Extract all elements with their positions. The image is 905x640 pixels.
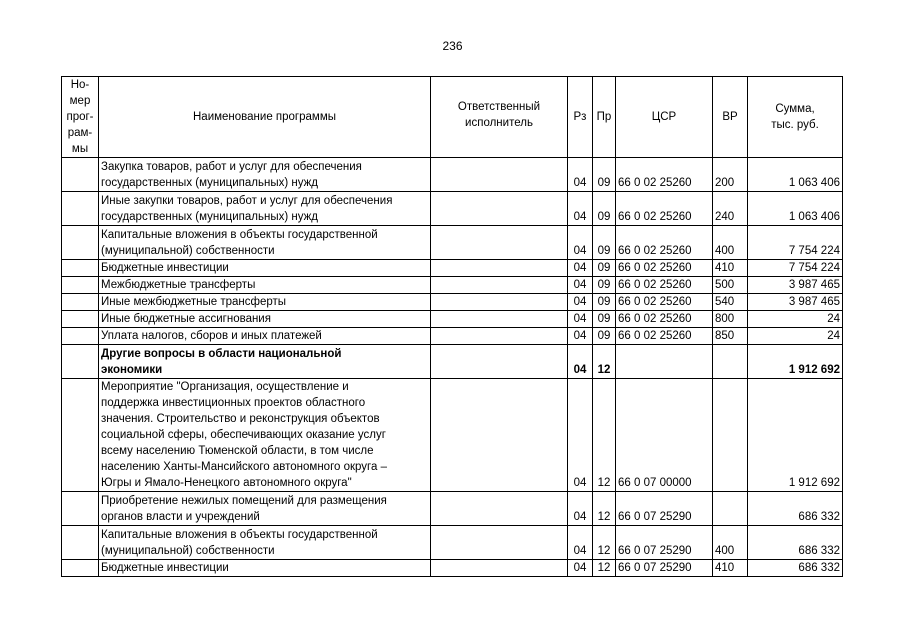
program-name-line: Иные закупки товаров, работ и услуг для обеспечения [101, 195, 393, 207]
cell-pr: 12 [593, 526, 616, 560]
cell-program-name [99, 345, 431, 379]
cell-csr: 66 0 07 00000 [616, 379, 713, 492]
cell-program-name [99, 379, 431, 492]
cell-program-number [62, 226, 99, 260]
cell-csr: 66 0 02 25260 [616, 192, 713, 226]
header-vr: ВР [713, 77, 748, 158]
cell-csr: 66 0 02 25260 [616, 158, 713, 192]
table-row [62, 294, 843, 311]
table-row [62, 328, 843, 345]
cell-vr: 540 [713, 294, 748, 311]
cell-program-name [99, 277, 431, 294]
cell-responsible [431, 328, 568, 345]
cell-rz: 04 [568, 277, 593, 294]
program-name-line: Закупка товаров, работ и услуг для обеспечения [101, 161, 362, 173]
cell-program-number [62, 260, 99, 277]
cell-responsible [431, 260, 568, 277]
cell-sum: 1 912 692 [748, 379, 843, 492]
cell-sum: 686 332 [748, 492, 843, 526]
cell-pr: 09 [593, 158, 616, 192]
budget-table [61, 76, 843, 577]
cell-program-name [99, 492, 431, 526]
table-row [62, 260, 843, 277]
cell-program-number [62, 158, 99, 192]
program-name-line: Мероприятие "Организация, осуществление и [101, 381, 349, 393]
header-program-name: Наименование программы [99, 77, 431, 158]
cell-responsible [431, 277, 568, 294]
cell-program-number [62, 560, 99, 577]
cell-pr: 09 [593, 277, 616, 294]
program-name-line: Другие вопросы в области национальной [101, 348, 342, 360]
cell-csr: 66 0 07 25290 [616, 526, 713, 560]
program-name-line: Приобретение нежилых помещений для размещения [101, 495, 387, 507]
cell-vr: 410 [713, 560, 748, 577]
program-name-line: (муниципальной) собственности [101, 245, 275, 257]
table-row [62, 526, 843, 560]
cell-program-number [62, 192, 99, 226]
program-name-line: государственных (муниципальных) нужд [101, 177, 319, 189]
header-row [62, 77, 843, 158]
cell-responsible [431, 311, 568, 328]
cell-program-name [99, 560, 431, 577]
cell-pr: 09 [593, 311, 616, 328]
cell-rz: 04 [568, 158, 593, 192]
cell-sum: 24 [748, 328, 843, 345]
table-row [62, 492, 843, 526]
cell-rz: 04 [568, 560, 593, 577]
cell-responsible [431, 192, 568, 226]
cell-sum: 686 332 [748, 526, 843, 560]
cell-program-name [99, 311, 431, 328]
cell-vr: 800 [713, 311, 748, 328]
cell-program-name [99, 260, 431, 277]
table-row [62, 311, 843, 328]
cell-program-number [62, 328, 99, 345]
cell-csr: 66 0 02 25260 [616, 277, 713, 294]
cell-csr: 66 0 02 25260 [616, 294, 713, 311]
cell-rz: 04 [568, 226, 593, 260]
cell-pr: 12 [593, 560, 616, 577]
cell-pr: 09 [593, 192, 616, 226]
program-name-line: органов власти и учреждений [101, 511, 260, 523]
cell-sum: 1 063 406 [748, 158, 843, 192]
program-name-line: Капитальные вложения в объекты государственной [101, 529, 378, 541]
table-row [62, 158, 843, 192]
table-row [62, 192, 843, 226]
cell-vr [713, 379, 748, 492]
cell-vr: 400 [713, 526, 748, 560]
program-name-line: поддержка инвестиционных проектов областного [101, 397, 366, 409]
cell-vr: 200 [713, 158, 748, 192]
cell-program-number [62, 379, 99, 492]
cell-csr: 66 0 02 25260 [616, 226, 713, 260]
header-responsible: Ответственный исполнитель [431, 77, 568, 158]
cell-program-name [99, 328, 431, 345]
cell-program-name [99, 526, 431, 560]
cell-program-name [99, 192, 431, 226]
cell-csr: 66 0 07 25290 [616, 492, 713, 526]
cell-sum: 3 987 465 [748, 277, 843, 294]
cell-rz: 04 [568, 294, 593, 311]
cell-program-number [62, 526, 99, 560]
cell-vr [713, 492, 748, 526]
program-name-line: всему населению Тюменской области, в том числе [101, 445, 374, 457]
cell-program-number [62, 277, 99, 294]
cell-program-name [99, 226, 431, 260]
cell-sum: 24 [748, 311, 843, 328]
header-program-number: Но- мер прог- рам- мы [62, 77, 99, 158]
cell-sum: 1 912 692 [748, 345, 843, 379]
program-name-line: Иные бюджетные ассигнования [101, 313, 271, 325]
program-name-line: значения. Строительство и реконструкция объектов [101, 413, 380, 425]
table-row [62, 277, 843, 294]
header-pr: Пр [593, 77, 616, 158]
table-row [62, 226, 843, 260]
cell-csr: 66 0 02 25260 [616, 260, 713, 277]
header-sum: Сумма, тыс. руб. [748, 77, 843, 158]
program-name-line: Уплата налогов, сборов и иных платежей [101, 330, 322, 342]
cell-responsible [431, 379, 568, 492]
program-name-line: (муниципальной) собственности [101, 545, 275, 557]
cell-pr: 12 [593, 379, 616, 492]
table-body [62, 158, 843, 577]
cell-program-name [99, 294, 431, 311]
cell-sum: 686 332 [748, 560, 843, 577]
cell-rz: 04 [568, 311, 593, 328]
cell-rz: 04 [568, 192, 593, 226]
program-name-line: Капитальные вложения в объекты государственной [101, 229, 378, 241]
cell-sum: 7 754 224 [748, 260, 843, 277]
program-name-line: Бюджетные инвестиции [101, 262, 229, 274]
program-name-line: Иные межбюджетные трансферты [101, 296, 287, 308]
cell-program-number [62, 311, 99, 328]
cell-responsible [431, 158, 568, 192]
cell-csr [616, 345, 713, 379]
program-name-line: социальной сферы, обеспечивающих оказание услуг [101, 429, 386, 441]
table-row [62, 379, 843, 492]
cell-pr: 09 [593, 226, 616, 260]
cell-program-name [99, 158, 431, 192]
cell-csr: 66 0 07 25290 [616, 560, 713, 577]
cell-rz: 04 [568, 526, 593, 560]
table-row [62, 560, 843, 577]
cell-vr: 850 [713, 328, 748, 345]
cell-pr: 09 [593, 328, 616, 345]
cell-rz: 04 [568, 492, 593, 526]
program-name-line: населению Ханты-Мансийского автономного округа – [101, 461, 387, 473]
cell-pr: 09 [593, 260, 616, 277]
cell-csr: 66 0 02 25260 [616, 311, 713, 328]
cell-csr: 66 0 02 25260 [616, 328, 713, 345]
cell-responsible [431, 492, 568, 526]
cell-program-number [62, 345, 99, 379]
cell-responsible [431, 345, 568, 379]
cell-vr: 410 [713, 260, 748, 277]
table-row [62, 345, 843, 379]
program-name-line: государственных (муниципальных) нужд [101, 211, 319, 223]
cell-pr: 09 [593, 294, 616, 311]
cell-program-number [62, 492, 99, 526]
cell-program-number [62, 294, 99, 311]
cell-vr: 240 [713, 192, 748, 226]
cell-sum: 7 754 224 [748, 226, 843, 260]
cell-sum: 1 063 406 [748, 192, 843, 226]
program-name-line: Межбюджетные трансферты [101, 279, 256, 291]
cell-rz: 04 [568, 260, 593, 277]
cell-vr [713, 345, 748, 379]
cell-vr: 400 [713, 226, 748, 260]
cell-pr: 12 [593, 345, 616, 379]
cell-rz: 04 [568, 345, 593, 379]
cell-responsible [431, 526, 568, 560]
header-rz: Рз [568, 77, 593, 158]
cell-rz: 04 [568, 379, 593, 492]
program-name-line: Югры и Ямало-Ненецкого автономного округа" [101, 477, 352, 489]
cell-responsible [431, 294, 568, 311]
cell-responsible [431, 560, 568, 577]
cell-rz: 04 [568, 328, 593, 345]
cell-responsible [431, 226, 568, 260]
header-csr: ЦСР [616, 77, 713, 158]
program-name-line: Бюджетные инвестиции [101, 562, 229, 574]
program-name-line: экономики [101, 364, 163, 376]
page-number: 236 [442, 39, 463, 53]
cell-sum: 3 987 465 [748, 294, 843, 311]
cell-vr: 500 [713, 277, 748, 294]
cell-pr: 12 [593, 492, 616, 526]
